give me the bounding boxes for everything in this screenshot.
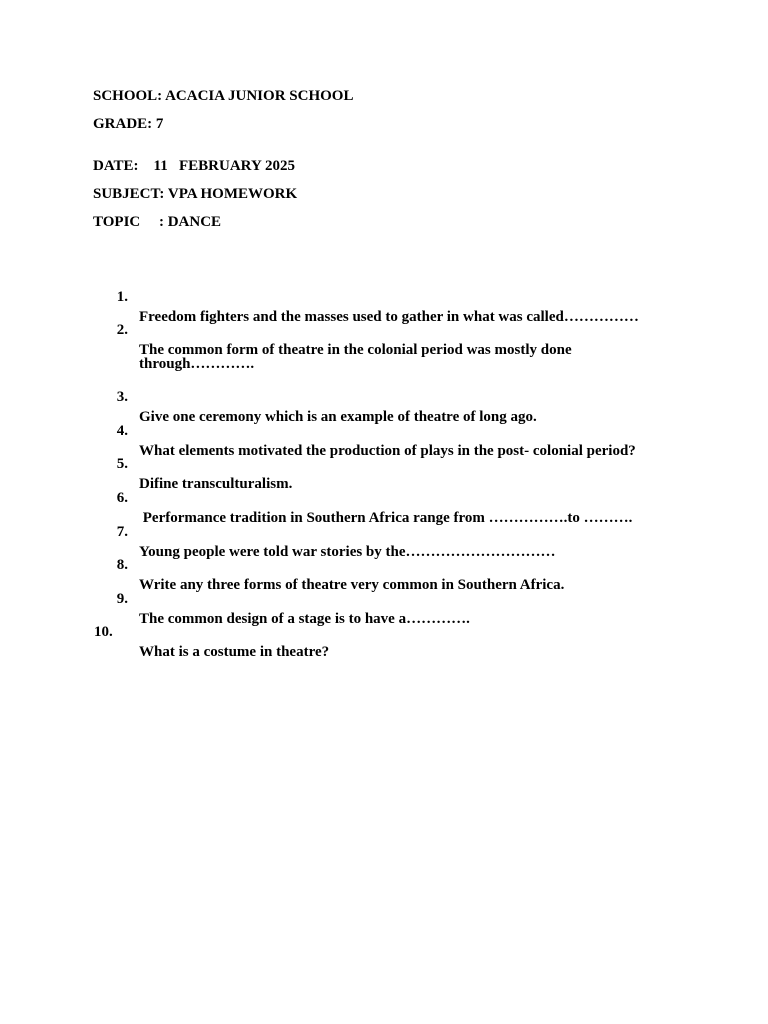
grade-label: GRADE: 7 — [93, 116, 164, 132]
subject-label: SUBJECT: VPA HOMEWORK — [93, 186, 298, 202]
question-text-continuation: through…………. — [139, 356, 255, 372]
question-text: What is a costume in theatre? — [139, 644, 330, 660]
question-text: Give one ceremony which is an example of theatre of long ago. — [139, 409, 537, 425]
question-number: 4. — [116, 423, 128, 439]
question-text: The common form of theatre in the colonial period was mostly done — [139, 342, 572, 358]
question-number: 1. — [116, 289, 128, 305]
question-number: 7. — [116, 524, 128, 540]
question-number: 2. — [116, 322, 128, 338]
school-name: SCHOOL: ACACIA JUNIOR SCHOOL — [93, 88, 354, 104]
question-number: 9. — [116, 591, 128, 607]
question-text: Performance tradition in Southern Africa range from …………….to ………. — [139, 510, 633, 526]
question-text: The common design of a stage is to have a…………. — [139, 611, 470, 627]
date-label: DATE: 11 FEBRUARY 2025 — [93, 158, 295, 174]
question-text: What elements motivated the production of plays in the post- colonial period? — [139, 443, 636, 459]
question-text: Write any three forms of theatre very common in Southern Africa. — [139, 577, 565, 593]
question-text: Difine transculturalism. — [139, 476, 293, 492]
question-number: 3. — [116, 389, 128, 405]
question-number: 6. — [116, 490, 128, 506]
question-text: Young people were told war stories by the………………………… — [139, 544, 556, 560]
question-number: 10. — [94, 624, 113, 640]
question-number: 8. — [116, 557, 128, 573]
question-text: Freedom fighters and the masses used to gather in what was called…………… — [139, 309, 639, 325]
topic-label: TOPIC : DANCE — [93, 214, 222, 230]
question-number: 5. — [116, 456, 128, 472]
